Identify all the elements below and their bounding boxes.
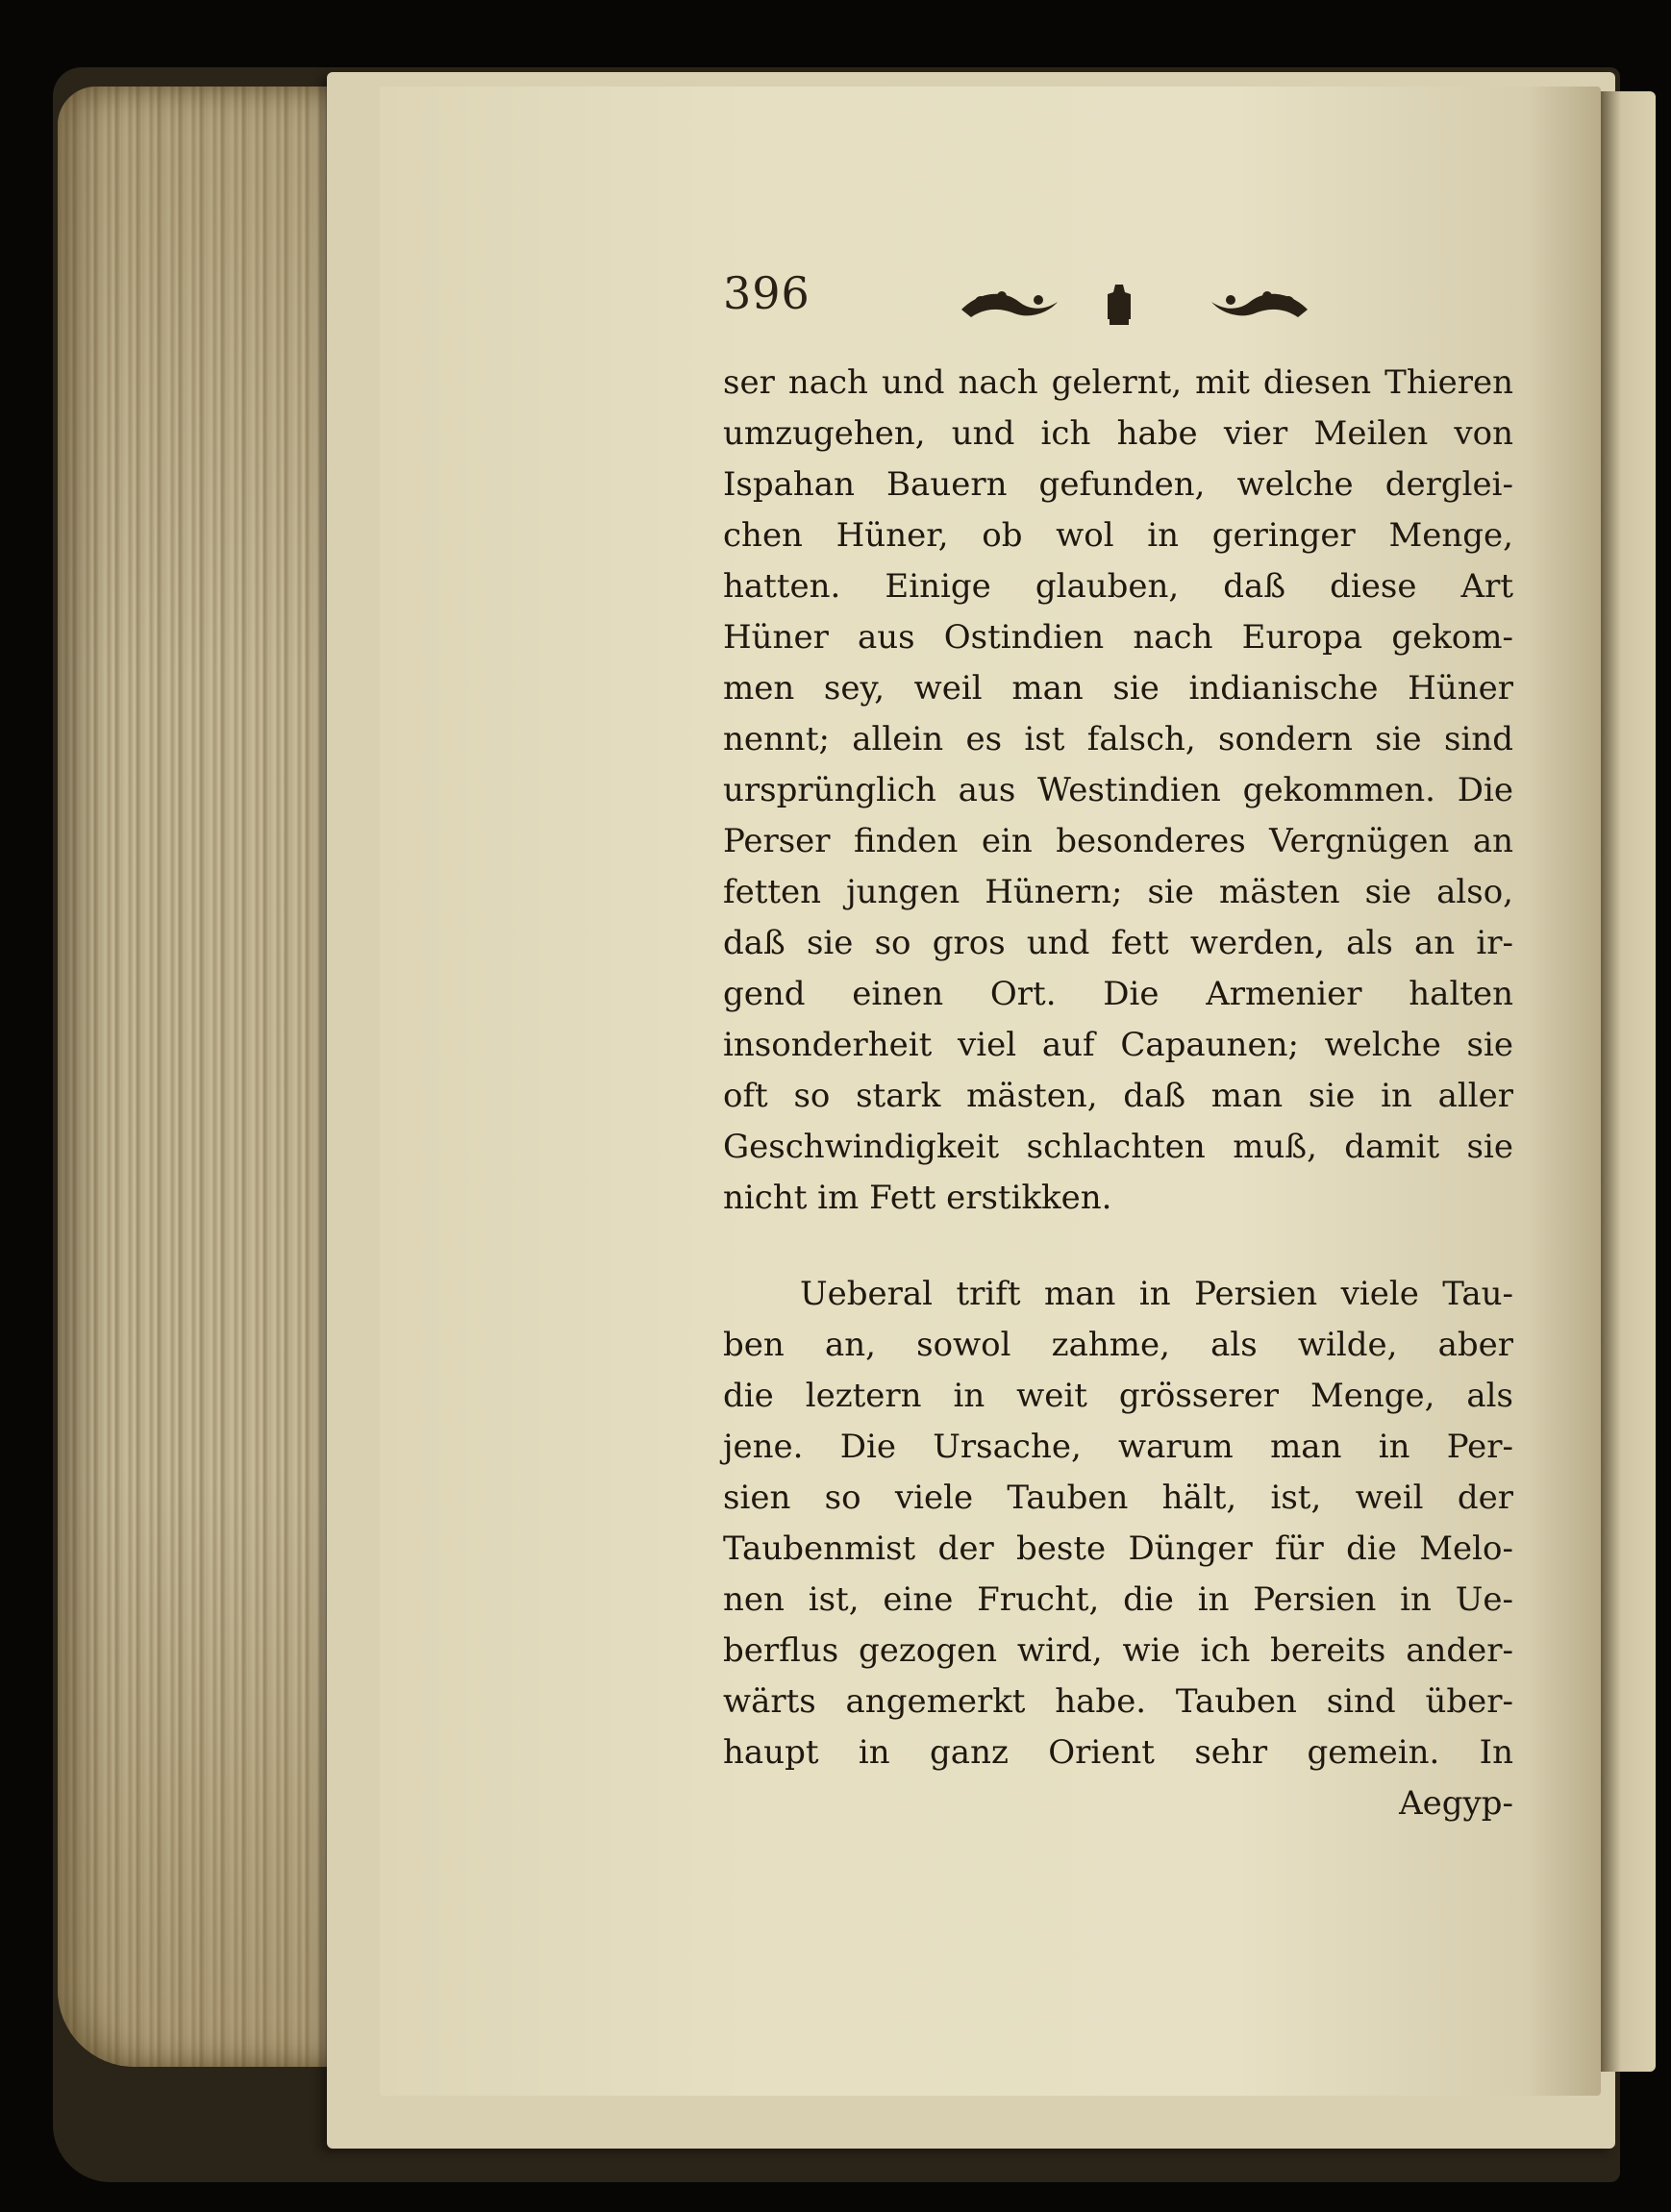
text-line: gend einen Ort. Die Armenier halten [723,975,1513,1013]
text-line: ser nach und nach gelernt, mit diesen Thieren [723,363,1513,402]
facing-page-edge [1598,91,1656,2072]
text-line: sien so viele Tauben hält, ist, weil der [723,1479,1513,1517]
text-line: wärts angemerkt habe. Tauben sind über- [723,1682,1513,1721]
text-line: oft so stark mästen, daß man sie in aller [723,1077,1513,1115]
text-line: berflus gezogen wird, wie ich bereits ander- [723,1631,1513,1670]
text-line: Geschwindigkeit schlachten muß, damit sie [723,1128,1513,1166]
text-line: ben an, sowol zahme, als wilde, aber [723,1326,1513,1364]
page-body-text [723,358,1513,1829]
text-line: die leztern in weit grösserer Menge, als [723,1377,1513,1415]
text-line: nicht im Fett erstikken. [723,1179,1112,1217]
page-header [723,267,1540,344]
header-ornament-icon [952,273,1317,331]
text-line: Hüner aus Ostindien nach Europa gekom- [723,618,1513,657]
text-line: Taubenmist der beste Dünger für die Melo- [723,1529,1513,1568]
catchword: Aegyp- [1399,1784,1513,1823]
text-line: haupt in ganz Orient sehr gemein. In [723,1733,1513,1772]
text-line: Ueberal trift man in Persien viele Tau- [800,1275,1513,1313]
text-line: chen Hüner, ob wol in geringer Menge, [723,516,1513,555]
text-line: men sey, weil man sie indianische Hüner [723,669,1513,708]
text-line: nennt; allein es ist falsch, sondern sie sind [723,720,1513,758]
text-line: nen ist, eine Frucht, die in Persien in Ue- [723,1580,1513,1619]
text-line: jene. Die Ursache, warum man in Per- [723,1428,1513,1466]
text-line: Ispahan Bauern gefunden, welche derglei- [723,465,1513,504]
text-line: insonderheit viel auf Capaunen; welche sie [723,1026,1513,1064]
text-line: ursprünglich aus Westindien gekommen. Die [723,771,1513,809]
text-line: daß sie so gros und fett werden, als an ir- [723,924,1513,962]
paragraph-gap [723,1224,1513,1269]
text-line: hatten. Einige glauben, daß diese Art [723,567,1513,606]
text-line: Perser finden ein besonderes Vergnügen an [723,822,1513,860]
text-line: umzugehen, und ich habe vier Meilen von [723,414,1513,453]
text-line: fetten jungen Hünern; sie mästen sie also, [723,873,1513,911]
page-number: 396 [723,267,811,319]
